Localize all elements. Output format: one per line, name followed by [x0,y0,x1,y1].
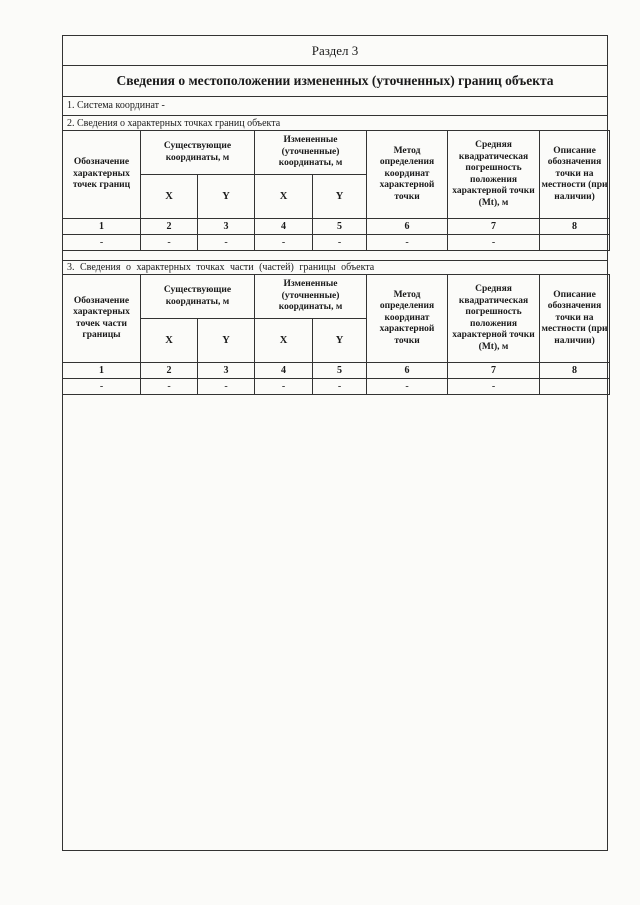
part2-num-cell: 6 [367,219,448,235]
part3-header-changed: Измененные (уточненные) координаты, м [255,275,367,319]
part2-num-cell: 3 [198,219,255,235]
part3-number-row [63,363,610,379]
part2-header-changed: Измененные (уточненные) координаты, м [255,131,367,175]
part2-header-existing-y: Y [198,175,255,219]
part3-header-designation: Обозначение характерных точек части границы [63,275,141,363]
part2-data-row [63,235,610,251]
part2-num-cell: 5 [313,219,367,235]
part3-data-cell: - [141,379,198,395]
part2-num-cell: 7 [448,219,540,235]
part3-header-error: Средняя квадратическая погрешность положения характерной точки (Mt), м [448,275,540,363]
part2-num-cell: 8 [540,219,610,235]
part2-num-cell: 4 [255,219,313,235]
part3-data-cell: - [448,379,540,395]
part3-num-cell: 1 [63,363,141,379]
part2-header-description: Описание обозначения точки на местности (при наличии) [540,131,610,219]
part3-data-cell: - [198,379,255,395]
part2-table [62,130,610,251]
part2-num-cell: 1 [63,219,141,235]
part2-data-cell: - [448,235,540,251]
coord-system-text: 1. Система координат - [67,100,165,111]
part3-heading: 3. Сведения о характерных точках части (частей) границы объекта [67,262,375,273]
part2-header-designation: Обозначение характерных точек границ [63,131,141,219]
part2-data-cell: - [198,235,255,251]
part3-heading-line [63,260,607,275]
part3-header-changed-x: X [255,319,313,363]
part3-header-existing-x: X [141,319,198,363]
part3-data-cell: - [255,379,313,395]
part2-heading: 2. Сведения о характерных точках границ объекта [67,117,281,129]
part3-num-cell: 4 [255,363,313,379]
part2-header-existing-x: X [141,175,198,219]
part2-data-cell: - [141,235,198,251]
part3-data-row [63,379,610,395]
part2-data-cell: - [63,235,141,251]
part3-num-cell: 3 [198,363,255,379]
part2-data-cell: - [367,235,448,251]
section-title: Раздел 3 [63,36,607,66]
part3-num-cell: 8 [540,363,610,379]
document-frame [62,35,608,851]
part3-data-cell: - [63,379,141,395]
part3-table [62,274,610,395]
part3-header-existing-y: Y [198,319,255,363]
coord-system-line [63,96,607,116]
part3-header-changed-y: Y [313,319,367,363]
part3-header-existing: Существующие координаты, м [141,275,255,319]
part3-num-cell: 6 [367,363,448,379]
part2-header-error: Средняя квадратическая погрешность положения характерной точки (Mt), м [448,131,540,219]
part3-data-cell [540,379,610,395]
part3-header-method: Метод определения координат характерной точки [367,275,448,363]
part2-header-changed-x: X [255,175,313,219]
part3-data-cell: - [313,379,367,395]
part2-header-row [63,131,610,175]
part2-header-existing: Существующие координаты, м [141,131,255,175]
part2-header-changed-y: Y [313,175,367,219]
part3-num-cell: 5 [313,363,367,379]
part3-num-cell: 7 [448,363,540,379]
part2-num-cell: 2 [141,219,198,235]
main-title: Сведения о местоположении измененных (уточненных) границ объекта [63,65,607,97]
part2-heading-line [63,116,607,131]
part2-data-cell: - [255,235,313,251]
part3-header-row [63,275,610,319]
part3-data-cell: - [367,379,448,395]
part3-header-description: Описание обозначения точки на местности (при наличии) [540,275,610,363]
part2-number-row [63,219,610,235]
part2-header-method: Метод определения координат характерной точки [367,131,448,219]
part2-data-cell: - [313,235,367,251]
part3-num-cell: 2 [141,363,198,379]
part2-data-cell [540,235,610,251]
